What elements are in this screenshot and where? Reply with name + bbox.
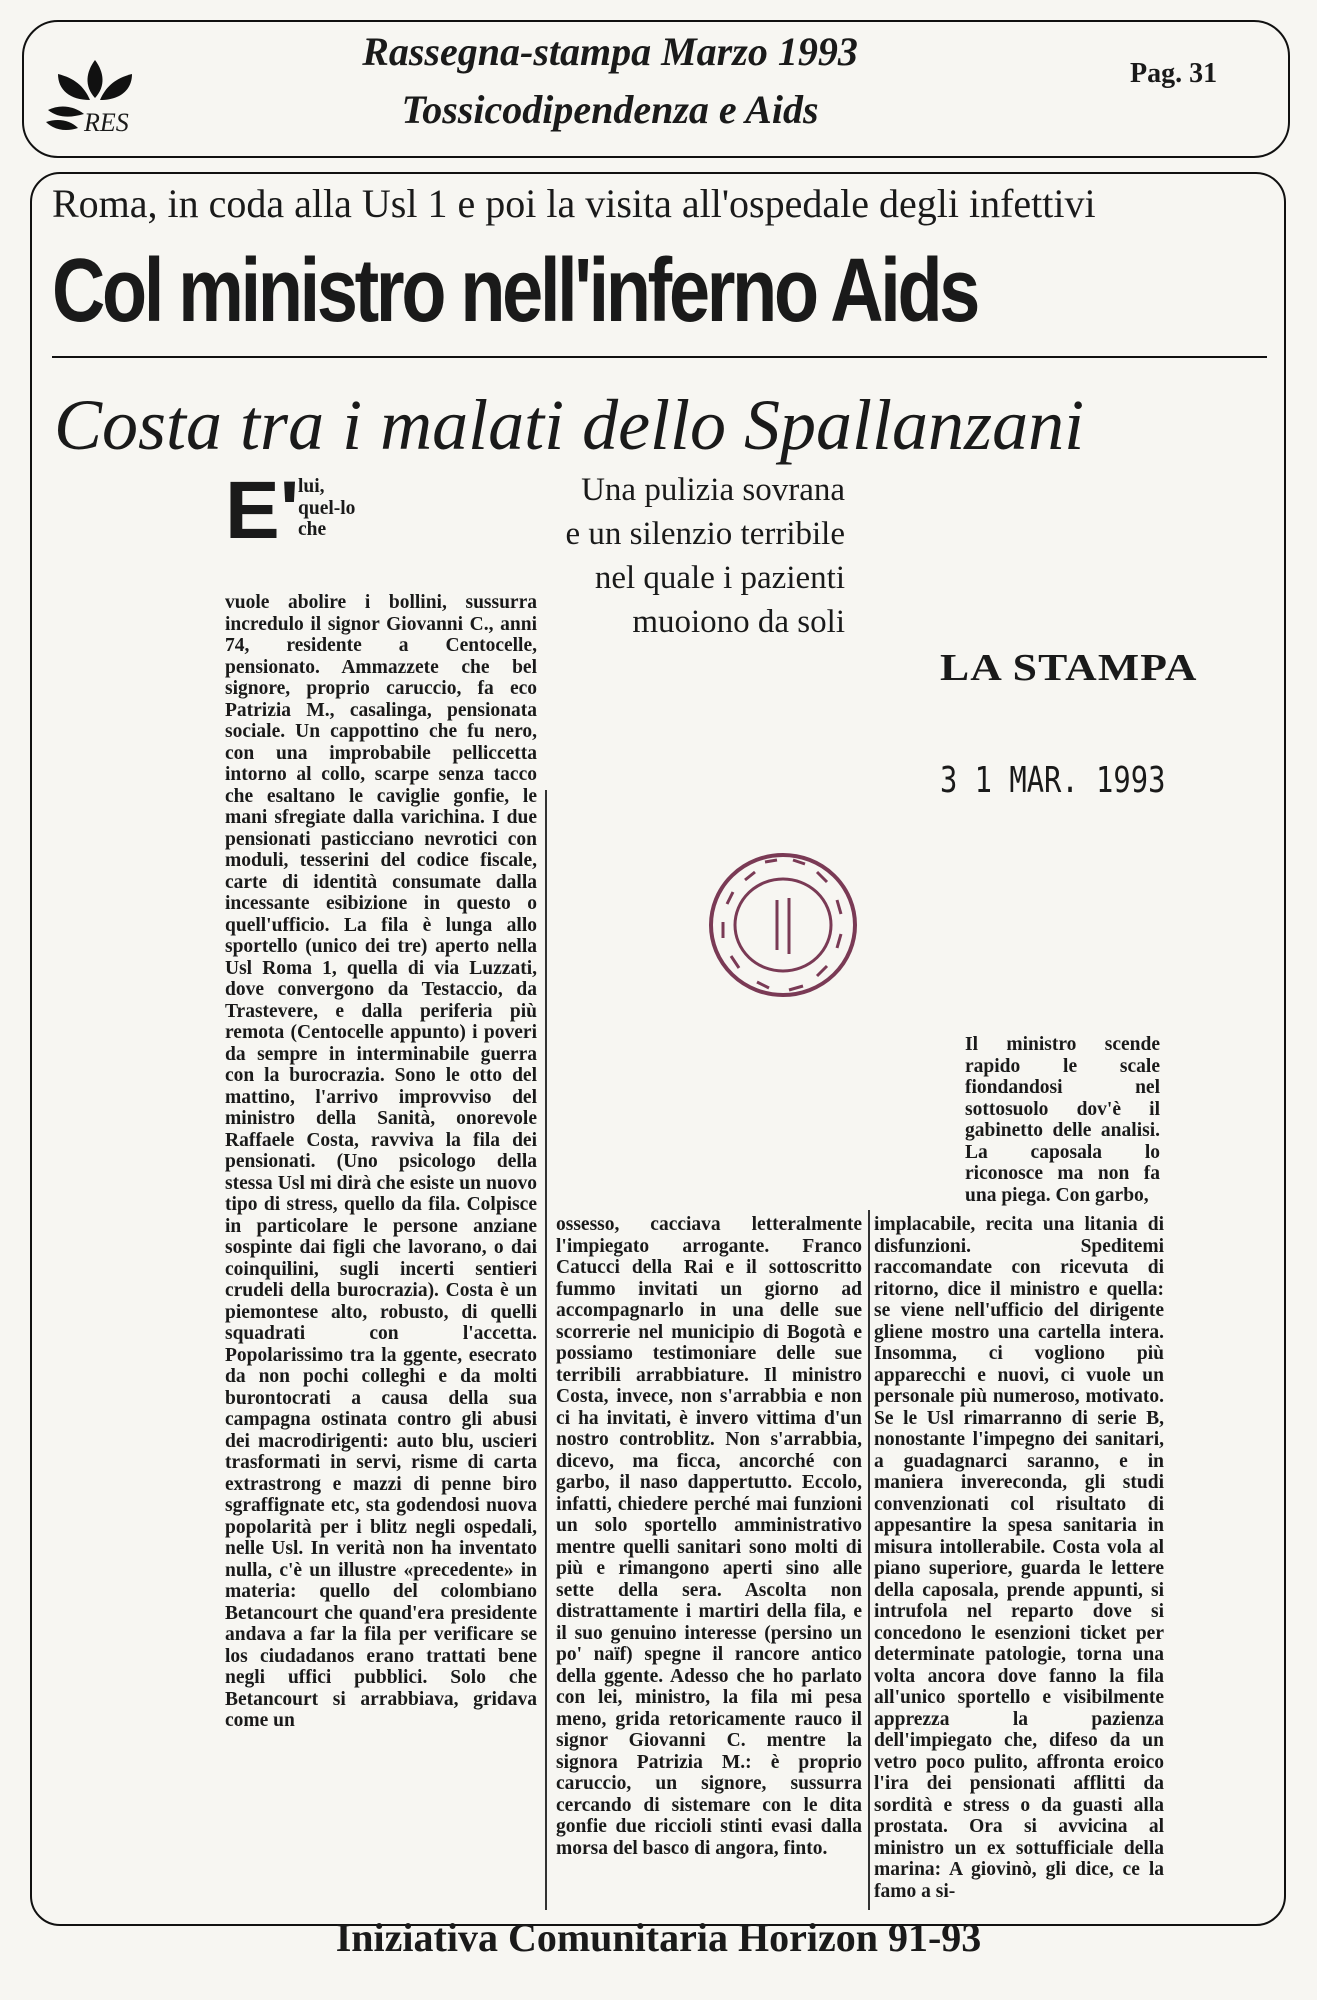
deck-line: muoiono da soli: [632, 604, 845, 640]
page-number: Pag. 31: [1130, 58, 1218, 89]
article-subheadline: Costa tra i malati dello Spallanzani: [54, 385, 1085, 465]
page-footer: Iniziativa Comunitaria Horizon 91-93: [335, 1915, 982, 1960]
article-column-3: implacabile, recita una litania di disfunzioni. Speditemi raccomandate con ricevuta di ritorno, dice il ministro e quella: se viene nell'ufficio del dirigente gliene mostro una cartella intera. Insomma, ci vogliono più apparecchi e nuovi, ci vuole un personale più numeroso, motivato. Se le Usl rimarranno di serie B, nonostante l'impegno dei sanitari, a guadagnarci saranno, e in maniera invereconda, gli studi convenzionati col risultato di appesantire la spesa sanitaria in misura intollerabile. Costa vola al piano superiore, guarda le lettere della caposala, prende appunti, si intrufola nel reparto dove si concedono le esenzioni ticket per determinate patologie, torna una volta ancora dove fanno la fila all'unico sportello e visibilmente apprezza la pazienza dell'impiegato che, difeso da un vetro poco pulito, affronta eroico l'ira dei pensionati afflitti da sordità e stress o da guasti alla prostata. Ora si avvicina al ministro un ex sottufficiale della marina: A giovinò, gli dice, ce la famo a si-: [874, 1214, 1164, 1902]
deck-line: e un silenzio terribile: [565, 516, 845, 552]
column-divider: [545, 790, 547, 1910]
article-kicker: Roma, in coda alla Usl 1 e poi la visita all'ospedale degli infettivi: [52, 181, 1096, 226]
header-subtitle: Tossicodipendenza e Aids: [401, 87, 819, 132]
date-stamp: 3 1 MAR. 1993: [940, 760, 1166, 801]
article-headline: Col ministro nell'inferno Aids: [52, 241, 978, 341]
article-column-2: ossesso, cacciava letteralmente l'impiegato arrogante. Franco Catucci della Rai e il sottoscritto fummo invitati un giorno ad accompagnarlo in una delle sue scorrerie nel municipio di Bogotà e possiamo testimoniare delle sue terribili arrabbiature. Il ministro Costa, invece, non s'arrabbia e non ci ha invitati, è invero vittima d'un nostro controblitz. Non s'arrabbia, dicevo, ma ficca, ancorché con garbo, il naso dappertutto. Eccolo, infatti, chiedere perché mai funzioni un solo sportello amministrativo mentre quelli sanitari sono molti di più e rimangono aperti sino alle sette della sera. Ascolta non distrattamente i martiri della fila, e il suo genuino interesse (persino un po' naïf) spegne il rancore antico della ggente. Adesso che ho parlato con lei, ministro, la fila mi pesa meno, grida retoricamente rauco il signor Giovanni C. mentre la signora Patrizia M.: è proprio caruccio, un signore, sussurra cercando di sistemare con le dita gonfie due riccioli stinti evasi dalla morsa del basco di angora, finto.: [556, 1214, 862, 1859]
deck-line: nel quale i pazienti: [594, 560, 845, 596]
archive-round-stamp-icon: [705, 850, 860, 1000]
logo-text: RES: [84, 108, 129, 137]
deck-line: Una pulizia sovrana: [581, 472, 845, 508]
drop-cap: E': [225, 465, 300, 556]
article-column-1: vuole abolire i bollini, sussurra incredulo il signor Giovanni C., anni 74, residente a Centocelle, pensionato. Ammazzete che bel signore, proprio caruccio, fa eco Patrizia M., casalinga, pensionata sociale. Un cappottino che fu nero, con una improbabile pelliccetta intorno al collo, scarpe senza tacco che esaltano le caviglie gonfie, le mani sfregiate dalla varichina. I due pensionati pasticciano nevrotici con moduli, tesserini del codice fiscale, carte di identità consumate dalla incessante esibizione in questo o quell'ufficio. La fila è lunga allo sportello (unico dei tre) aperto nella Usl Roma 1, quella di via Luzzati, dove convergono da Testaccio, da Trastevere, e dalla periferia più remota (Centocelle appunto) i poveri da sempre in interminabile guerra con la burocrazia. Sono le otto del mattino, l'arrivo improvviso del ministro della Sanità, onorevole Raffaele Costa, ravviva la fila dei pensionati. (Uno psicologo della stessa Usl mi dirà che esiste un nuovo tipo di stress, quello da fila. Colpisce in particolare le persone anziane sospinte dai figli che lavorano, o dai coinquilini, sugli incerti sentieri crudeli della burocrazia). Costa è un piemontese alto, robusto, di quelli squadrati con l'accetta. Popolarissimo tra la ggente, esecrato da non pochi colleghi e da molti burontocrati a causa della sua campagna ostinata contro gli abusi dei macrodirigenti: auto blu, uscieri trasformati in servi, risme di carta extrastrong e mazzi di penne biro sgraffignate etc, sta godendosi nuova popolarità per i blitz negli ospedali, nelle Usl. In verità non ha inventato nulla, c'è un illustre «precedente» in materia: quello del colombiano Betancourt che quand'era presidente andava a far la fila per verificare se los ciudadanos erano trattati bene negli uffici pubblici. Solo che Betancourt si arrabbiava, gridava come un: [225, 592, 537, 1731]
column-divider: [868, 1210, 870, 1910]
article-column-3-top: Il ministro scende rapido le scale fiondandosi nel sottosuolo dov'è il gabinetto delle analisi. La caposala lo riconosce ma non fa una piega. Con garbo,: [965, 1034, 1160, 1206]
article-text-intro: lui, quel-lo che: [298, 476, 356, 540]
header-title: Rassegna-stampa Marzo 1993: [362, 29, 858, 74]
newspaper-name: LA STAMPA: [940, 647, 1198, 689]
divider: [52, 356, 1267, 358]
